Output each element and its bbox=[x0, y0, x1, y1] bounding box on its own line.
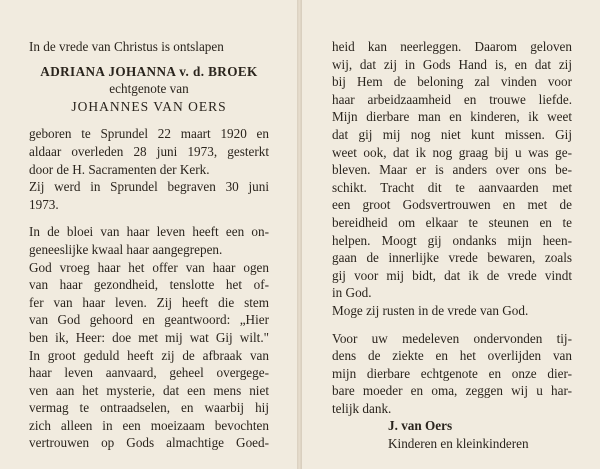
text-line: bij Hem de beloning zal vinden voor bbox=[332, 74, 572, 90]
birth-death-paragraph bbox=[29, 125, 269, 213]
signature-family: Kinderen en kleinkinderen bbox=[388, 436, 529, 452]
text-line: bereidheid om elkaar te steunen en te bbox=[332, 214, 572, 230]
spouse-name: JOHANNES VAN OERS bbox=[71, 98, 227, 114]
text-line: haar leven aanvaard, geheel overgege- bbox=[29, 365, 269, 381]
text-line: geboren te Sprundel 22 maart 1920 en bbox=[29, 126, 269, 142]
text-line: helpen. Moogt gij ondanks mijn heen- bbox=[332, 232, 572, 248]
left-column bbox=[29, 38, 269, 452]
text-line: ben ik, Heer: doe met mij wat Gij wilt." bbox=[29, 329, 269, 345]
text-line: wij, dat zij in Gods Hand is, en dat zij bbox=[332, 56, 572, 72]
text-line: Mijn dierbare man en kinderen, ik weet bbox=[332, 109, 572, 125]
text-line: fer van haar leven. Zij heeft die stem bbox=[29, 294, 269, 310]
text-line: bare moeder en oma, zeggen wij u har- bbox=[332, 383, 572, 399]
closing-prayer: Moge zij rusten in de vrede van God. bbox=[332, 302, 529, 318]
intro-text: In de vrede van Christus is ontslapen bbox=[29, 39, 224, 54]
text-line: God vroeg haar het offer van haar ogen bbox=[29, 259, 269, 275]
text-line: in God. bbox=[332, 285, 372, 301]
text-line: In de bloei van haar leven heeft een on- bbox=[29, 224, 269, 240]
right-column bbox=[332, 38, 572, 453]
text-line: gaan de innerlijke vrede bewaren, zoals bbox=[332, 250, 572, 266]
text-line: van God gehoord en geantwoord: „Hier bbox=[29, 312, 269, 328]
text-line: Zij werd in Sprundel begraven 30 juni bbox=[29, 179, 269, 195]
left-page bbox=[0, 0, 296, 469]
text-line: dat gij mij nog niet kunt missen. Gij bbox=[332, 126, 572, 142]
spouse-prefix: echtgenote van bbox=[109, 81, 189, 97]
text-line: ven aan het mysterie, dat een mens niet bbox=[29, 382, 269, 398]
faith-paragraph bbox=[332, 38, 572, 302]
text-line: haar arbeidzaamheid en trouwe liefde. bbox=[332, 91, 572, 107]
text-line: weet ook, dat ik nog graag bij u was ge- bbox=[332, 144, 572, 160]
text-line: Voor uw medeleven ondervonden tij- bbox=[332, 330, 572, 346]
deceased-name: ADRIANA JOHANNA v. d. BROEK bbox=[40, 63, 258, 79]
text-line: schikt. Tracht dit te aanvaarden met bbox=[332, 179, 572, 195]
text-line: bleven. Maar er is anders over ons be- bbox=[332, 162, 572, 178]
text-line: 1973. bbox=[29, 196, 59, 212]
text-line: aldaar overleden 28 juni 1973, gesterkt bbox=[29, 143, 269, 159]
thanks-paragraph bbox=[332, 330, 572, 418]
text-line: vermag te ontraadselen, en waarbij hij bbox=[29, 400, 269, 416]
card-fold bbox=[297, 0, 302, 469]
text-line: door de H. Sacramenten der Kerk. bbox=[29, 161, 210, 177]
text-line: van haar gezondheid, tenslotte het of- bbox=[29, 277, 269, 293]
text-line: gij voor mij bidt, dat ik de vrede vindt bbox=[332, 267, 572, 283]
life-paragraph bbox=[29, 223, 269, 452]
text-line: In groot geduld heeft zij de afbraak van bbox=[29, 347, 269, 363]
text-line: geneeslijke kwaal haar aangegrepen. bbox=[29, 241, 223, 257]
right-page bbox=[304, 0, 600, 469]
text-line: vertrouwen op Gods almachtige Goed- bbox=[29, 435, 269, 451]
text-line: zich alleen in een moeizaam bevochten bbox=[29, 417, 269, 433]
text-line: mijn dierbare echtgenote en onze dier- bbox=[332, 365, 572, 381]
signature-name: J. van Oers bbox=[388, 418, 453, 434]
text-line: heid kan neerleggen. Daarom geloven bbox=[332, 39, 572, 54]
text-line: dens de ziekte en het overlijden van bbox=[332, 348, 572, 364]
text-line: een groot Godsvertrouwen en met de bbox=[332, 197, 572, 213]
text-line: telijk dank. bbox=[332, 400, 392, 416]
